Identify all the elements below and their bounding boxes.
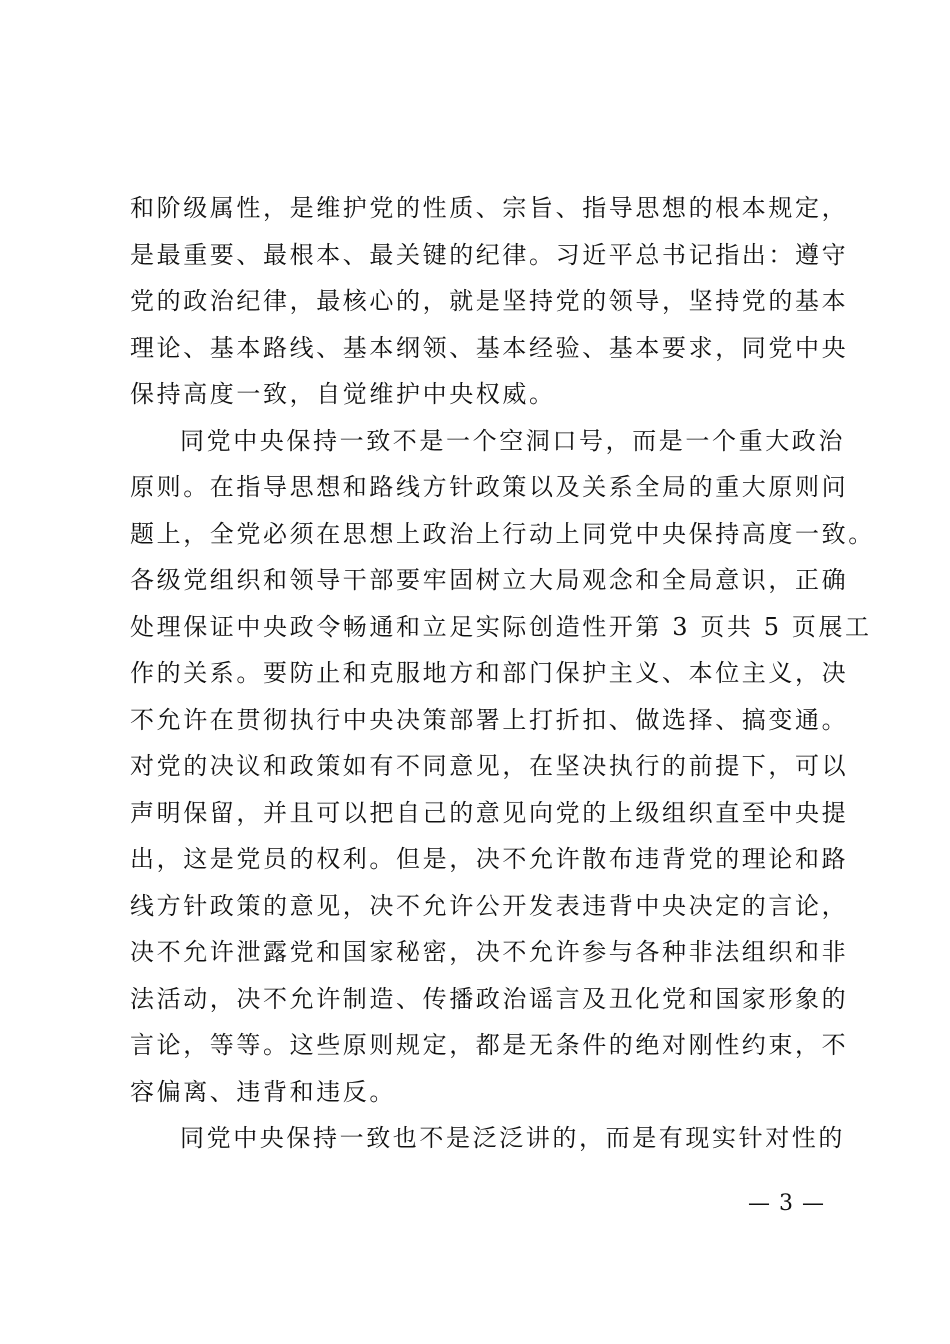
text-line: 原则。在指导思想和路线方针政策以及关系全局的重大原则问 [130, 473, 849, 501]
text-line: 出，这是党员的权利。但是，决不允许散布违背党的理论和路 [130, 845, 849, 873]
text-line: 保持高度一致，自觉维护中央权威。 [130, 380, 556, 408]
text-line: 和阶级属性，是维护党的性质、宗旨、指导思想的根本规定， [130, 194, 849, 222]
text-line: 不允许在贯彻执行中央决策部署上打折扣、做选择、搞变通。 [130, 705, 849, 734]
paragraph-start-line: 同党中央保持一致不是一个空洞口号，而是一个重大政治 [180, 426, 845, 455]
text-line: 作的关系。要防止和克服地方和部门保护主义、本位主义，决 [130, 659, 849, 687]
text-line: 是最重要、最根本、最关键的纪律。习近平总书记指出：遵守 [130, 240, 849, 269]
text-line: 题上，全党必须在思想上政治上行动上同党中央保持高度一致。 [130, 519, 875, 548]
body-text [130, 185, 875, 1162]
text-line: 容偏离、违背和违反。 [130, 1077, 396, 1106]
text-line: 线方针政策的意见，决不允许公开发表违背中央决定的言论， [130, 891, 849, 920]
text-line: 党的政治纪律，最核心的，就是坚持党的领导，坚持党的基本 [130, 287, 849, 315]
text-line: 法活动，决不允许制造、传播政治谣言及丑化党和国家形象的 [130, 984, 849, 1013]
page-number: — 3 — [748, 1191, 825, 1216]
text-line: 言论，等等。这些原则规定，都是无条件的绝对刚性约束，不 [130, 1031, 849, 1059]
text-line: 声明保留，并且可以把自己的意见向党的上级组织直至中央提 [130, 798, 849, 827]
text-line: 理论、基本路线、基本纲领、基本经验、基本要求，同党中央 [130, 333, 849, 362]
text-line: 各级党组织和领导干部要牢固树立大局观念和全局意识，正确 [130, 566, 849, 594]
text-line: 决不允许泄露党和国家秘密，决不允许参与各种非法组织和非 [130, 938, 849, 966]
text-line: 对党的决议和政策如有不同意见，在坚决执行的前提下，可以 [130, 752, 849, 780]
text-line: 处理保证中央政令畅通和立足实际创造性开第 3 页共 5 页展工 [130, 612, 872, 641]
paragraph-start-line: 同党中央保持一致也不是泛泛讲的，而是有现实针对性的 [180, 1124, 845, 1152]
